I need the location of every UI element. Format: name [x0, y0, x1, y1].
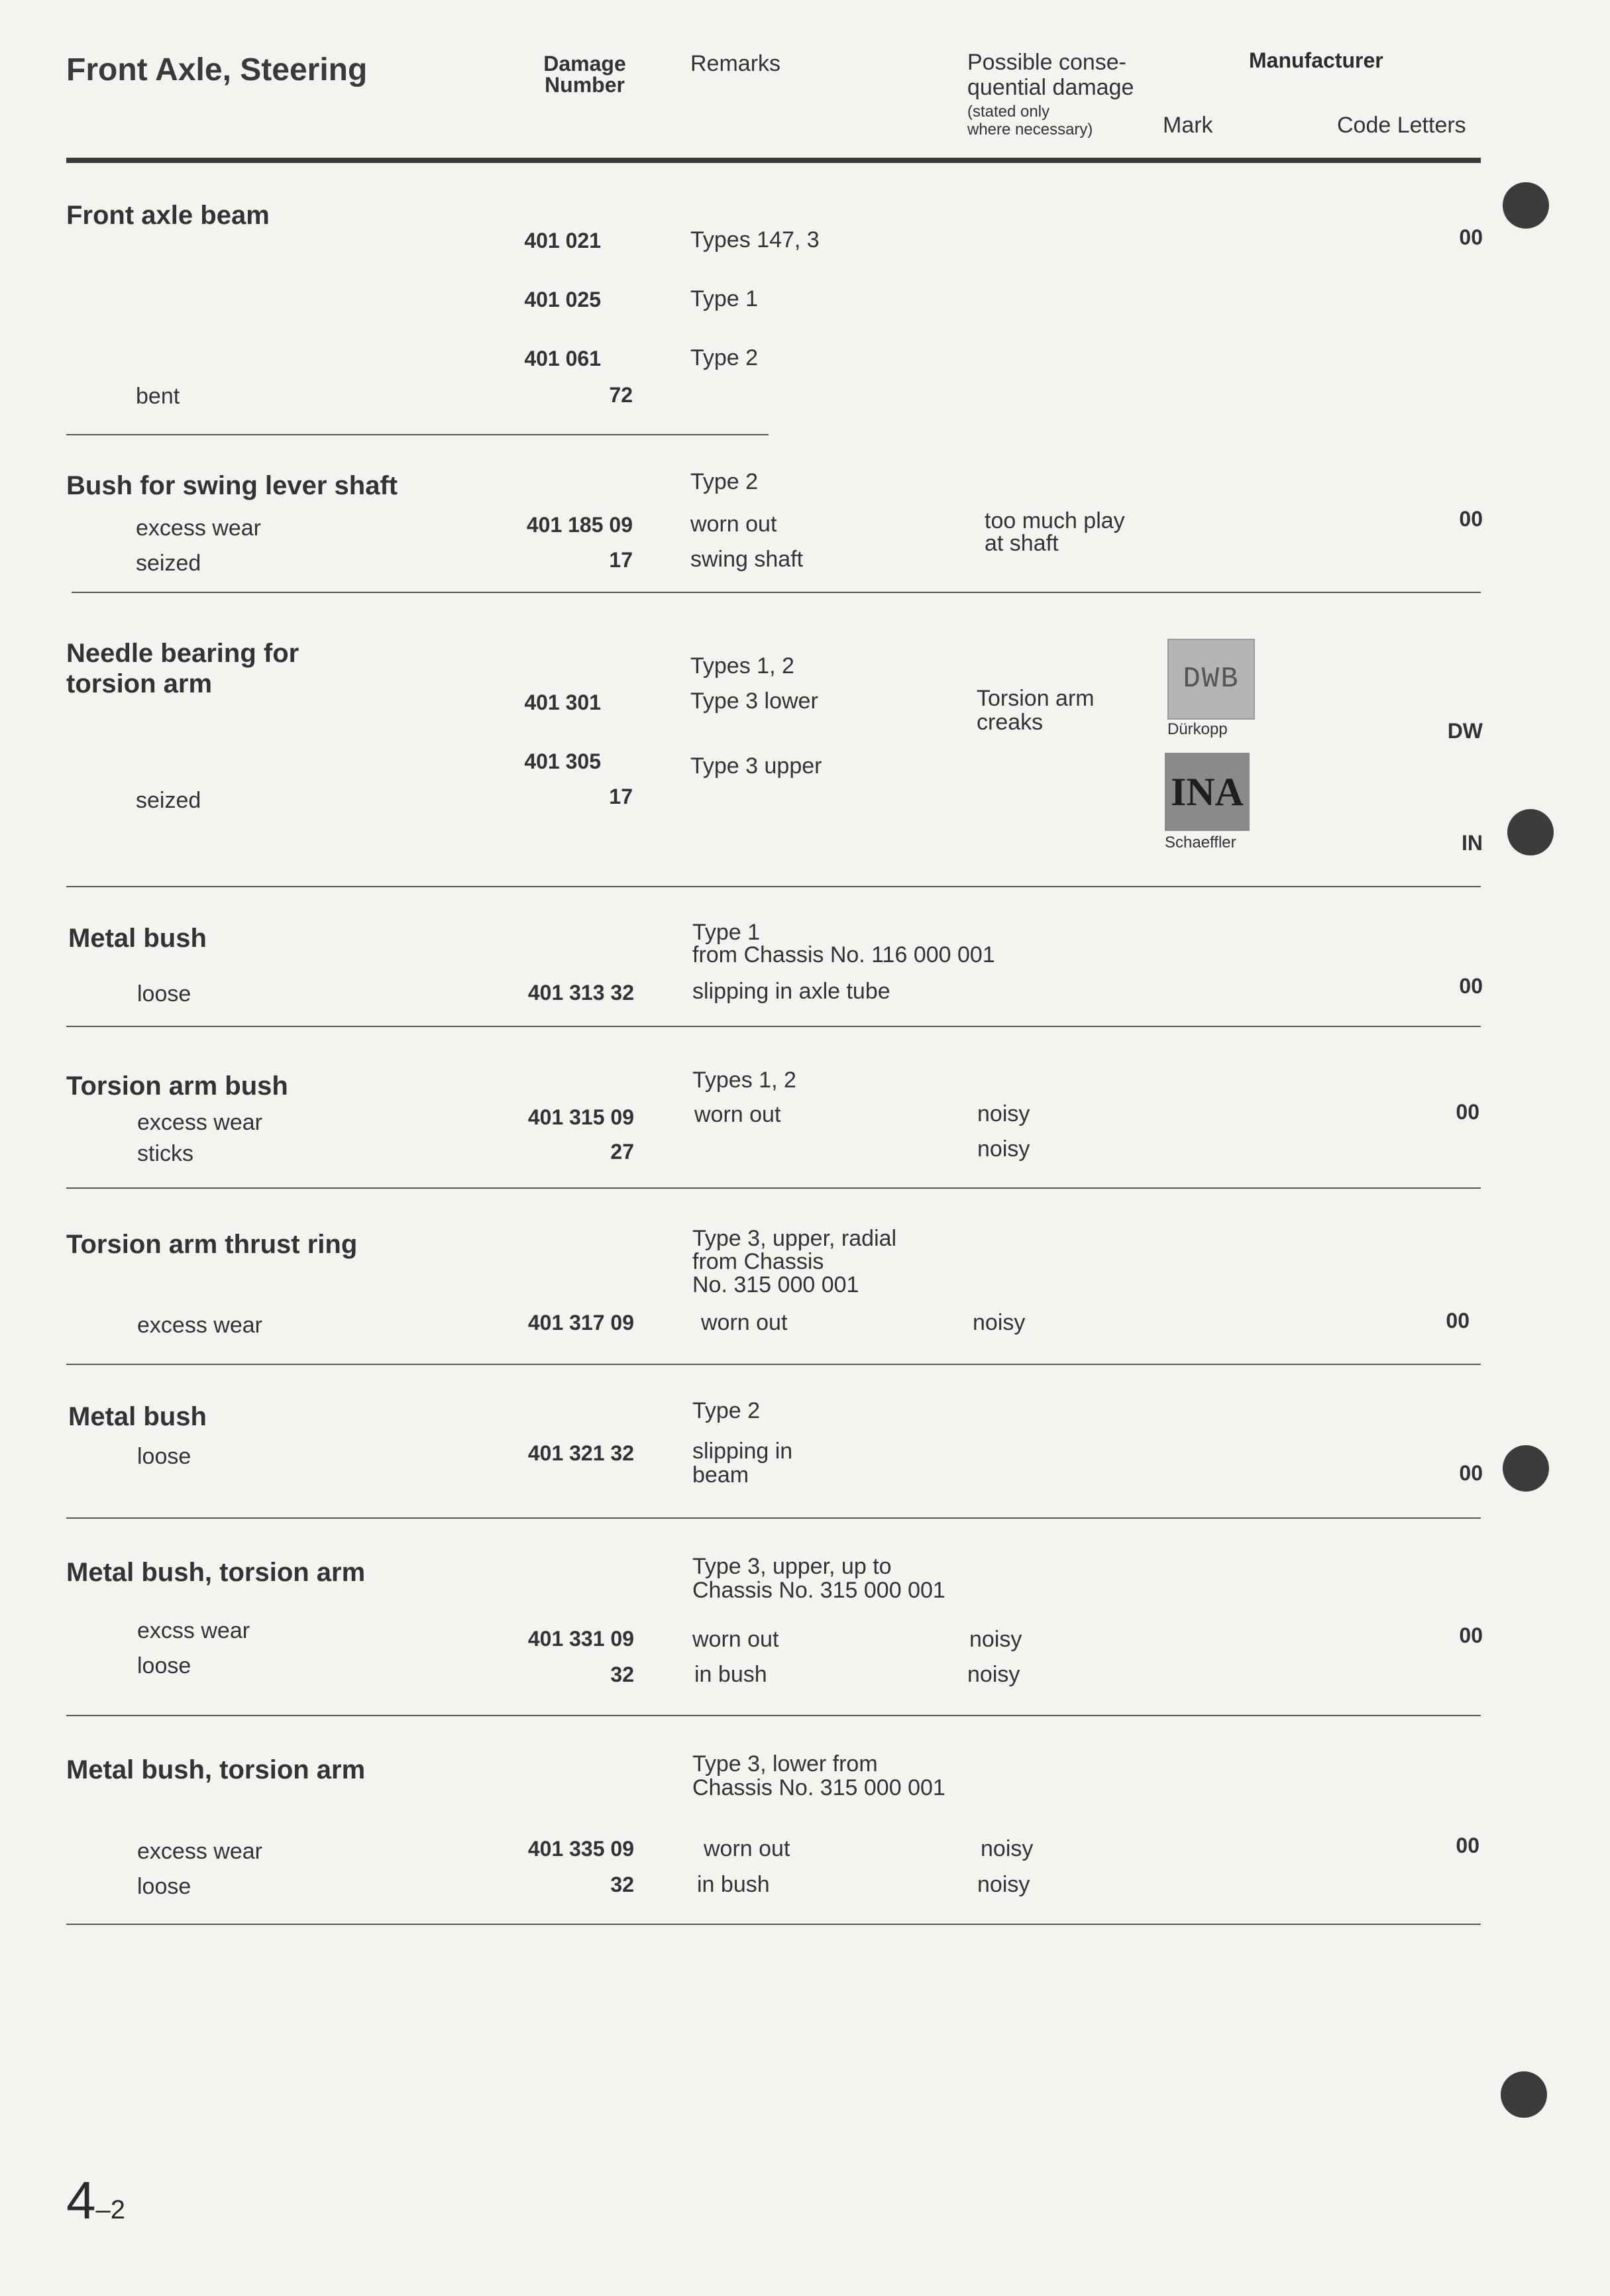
- manufacturer-code: IN: [1462, 831, 1483, 855]
- remark: [692, 1555, 945, 1602]
- manufacturer-code: 00: [1459, 507, 1483, 531]
- consequential-note: [967, 103, 1093, 138]
- manufacturer-code: DW: [1447, 719, 1483, 743]
- part-number: 401 061: [524, 347, 601, 370]
- consequential-note-line1: (stated only: [967, 103, 1050, 121]
- consequential-damage: [977, 686, 1095, 734]
- damage-number-header-line1: Damage: [543, 52, 626, 76]
- remark: Type 3 upper: [690, 753, 822, 779]
- section-divider: [66, 1026, 1481, 1027]
- section-divider: [66, 1364, 1481, 1365]
- consequential-damage: [985, 510, 1125, 555]
- remark: Type 1: [690, 286, 759, 311]
- fault-description: excess wear: [137, 1839, 262, 1864]
- fault-description: excss wear: [137, 1618, 250, 1643]
- section-title-metal-bush-torsion-arm: Metal bush, torsion arm: [66, 1558, 366, 1587]
- manufacturer-code: 00: [1459, 225, 1483, 249]
- section-divider: [72, 592, 1481, 593]
- remark: in bush: [697, 1872, 770, 1897]
- section-title-metal-bush-torsion-arm: Metal bush, torsion arm: [66, 1755, 366, 1784]
- remark: Types 1, 2: [692, 1067, 796, 1093]
- section-title-line: Needle bearing for: [66, 639, 299, 668]
- manufacturer-code: 00: [1459, 974, 1483, 998]
- manufacturer-header: Manufacturer: [1249, 48, 1383, 72]
- part-number: 401 317 09: [527, 1311, 634, 1335]
- damage-code: 17: [609, 548, 633, 572]
- remark: Types 1, 2: [690, 653, 794, 679]
- section-title-front-axle-beam: Front axle beam: [66, 201, 270, 230]
- fault-description: excess wear: [137, 1313, 262, 1338]
- section-divider: [66, 434, 769, 435]
- damage-code: 17: [609, 785, 633, 808]
- remark: slipping in axle tube: [692, 979, 890, 1004]
- section-title-metal-bush: Metal bush: [68, 924, 207, 953]
- section-divider: [66, 1715, 1481, 1716]
- consequential-line: Torsion arm: [977, 686, 1095, 711]
- remark-line: slipping in: [692, 1439, 793, 1464]
- page-number-sub: –2: [95, 2195, 125, 2224]
- mark-header: Mark: [1163, 113, 1213, 138]
- section-title-metal-bush: Metal bush: [68, 1402, 207, 1431]
- part-number: 401 313 32: [527, 981, 634, 1005]
- damage-code: 27: [610, 1140, 634, 1164]
- manufacturer-code: 00: [1459, 1461, 1483, 1485]
- remark-line: Type 3, upper, up to: [692, 1554, 892, 1579]
- remark: Types 147, 3: [690, 227, 820, 252]
- remark: [692, 921, 995, 966]
- manufacturer-code: 00: [1446, 1309, 1470, 1333]
- damage-code: 32: [610, 1873, 634, 1896]
- fault-description: bent: [136, 384, 180, 409]
- binder-hole-2: [1507, 809, 1554, 855]
- consequential-damage: noisy: [973, 1310, 1026, 1335]
- fault-description: loose: [137, 1444, 191, 1469]
- section-divider: [66, 886, 1481, 887]
- fault-description: sticks: [137, 1141, 193, 1166]
- damage-code: 32: [610, 1663, 634, 1686]
- part-number: 401 315 09: [527, 1105, 634, 1129]
- consequential-damage: noisy: [977, 1136, 1030, 1162]
- remark: [692, 1752, 945, 1800]
- part-number: 401 331 09: [527, 1627, 634, 1651]
- manufacturer-code: 00: [1456, 1100, 1479, 1124]
- ina-logo-caption: Schaeffler: [1165, 834, 1236, 851]
- consequential-damage: noisy: [977, 1872, 1030, 1897]
- part-number: 401 321 32: [527, 1441, 634, 1465]
- binder-hole-3: [1503, 1445, 1549, 1492]
- section-title-line: torsion arm: [66, 669, 213, 698]
- section-divider: [66, 1924, 1481, 1925]
- consequential-damage: noisy: [977, 1101, 1030, 1126]
- remark: Type 2: [690, 345, 759, 370]
- remark: worn out: [690, 512, 777, 537]
- section-title-thrust-ring: Torsion arm thrust ring: [66, 1230, 358, 1259]
- remark: in bush: [694, 1662, 767, 1687]
- consequential-damage-header: [967, 50, 1134, 100]
- consequential-note-line2: where necessary): [967, 121, 1093, 138]
- page-number: [66, 2170, 125, 2231]
- remark-line: No. 315 000 001: [692, 1272, 859, 1297]
- remark: Type 3 lower: [690, 688, 818, 714]
- section-title-bush-swing-lever: Bush for swing lever shaft: [66, 471, 398, 500]
- fault-description: seized: [136, 788, 201, 813]
- part-number: 401 335 09: [527, 1837, 634, 1861]
- consequential-line: too much play: [985, 508, 1125, 533]
- remark: Type 2: [692, 1398, 761, 1423]
- remark: [692, 1439, 792, 1487]
- dwb-logo-caption: Dürkopp: [1167, 720, 1228, 738]
- remark: worn out: [692, 1627, 779, 1652]
- part-number: 401 301: [524, 690, 601, 714]
- header-divider: [66, 158, 1481, 163]
- page-number-main: 4: [66, 2171, 96, 2230]
- remark-line: from Chassis: [692, 1249, 824, 1274]
- part-number: 401 025: [524, 288, 601, 311]
- damage-code: 72: [609, 383, 633, 407]
- ina-logo: INA: [1165, 753, 1250, 831]
- fault-description: excess wear: [137, 1110, 262, 1135]
- fault-description: seized: [136, 551, 201, 576]
- remark: worn out: [694, 1102, 781, 1127]
- section-title-needle-bearing: [66, 638, 299, 699]
- fault-description: loose: [137, 1653, 191, 1678]
- fault-description: loose: [137, 981, 191, 1007]
- remark-line: Type 3, upper, radial: [692, 1226, 897, 1251]
- section-divider: [66, 1187, 1481, 1189]
- code-letters-header: Code Letters: [1337, 113, 1466, 138]
- remark-line: Type 1: [692, 920, 761, 945]
- remark-line: Chassis No. 315 000 001: [692, 1578, 945, 1603]
- manufacturer-code: 00: [1459, 1623, 1483, 1647]
- remark: [692, 1227, 896, 1297]
- consequential-header-line2: quential damage: [967, 75, 1134, 100]
- remark-line: from Chassis No. 116 000 001: [692, 942, 995, 967]
- section-title-torsion-arm-bush: Torsion arm bush: [66, 1071, 288, 1101]
- fault-description: loose: [137, 1874, 191, 1899]
- remark: swing shaft: [690, 547, 804, 572]
- consequential-damage: noisy: [967, 1662, 1020, 1687]
- part-number: 401 021: [524, 229, 601, 252]
- remark: Type 2: [690, 469, 759, 494]
- remark-line: beam: [692, 1462, 749, 1488]
- consequential-damage: noisy: [981, 1836, 1034, 1861]
- remark: worn out: [701, 1310, 788, 1335]
- manufacturer-code: 00: [1456, 1833, 1479, 1857]
- damage-number-header: [510, 53, 659, 95]
- remarks-header: Remarks: [690, 51, 781, 76]
- consequential-header-line1: Possible conse-: [967, 50, 1127, 75]
- dwb-logo: DWB: [1167, 639, 1255, 720]
- page-title: Front Axle, Steering: [66, 52, 368, 87]
- consequential-line: at shaft: [985, 531, 1059, 556]
- binder-hole-4: [1501, 2071, 1547, 2118]
- part-number: 401 305: [524, 749, 601, 773]
- binder-hole-1: [1503, 182, 1549, 229]
- part-number: 401 185 09: [526, 513, 633, 537]
- damage-number-header-line2: Number: [545, 73, 625, 97]
- remark-line: Chassis No. 315 000 001: [692, 1775, 945, 1800]
- consequential-damage: noisy: [969, 1627, 1022, 1652]
- consequential-line: creaks: [977, 710, 1044, 735]
- remark-line: Type 3, lower from: [692, 1751, 878, 1777]
- remark: worn out: [704, 1836, 790, 1861]
- fault-description: excess wear: [136, 516, 261, 541]
- section-divider: [66, 1517, 1481, 1519]
